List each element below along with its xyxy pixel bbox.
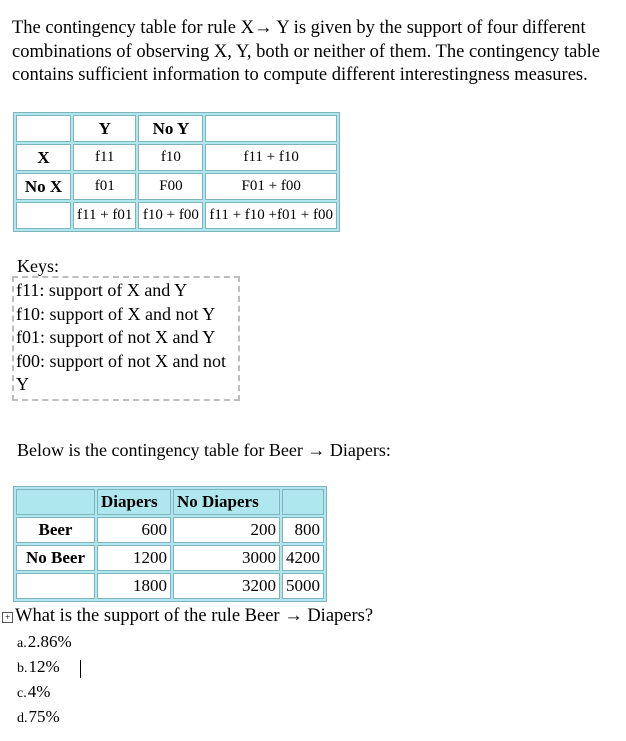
keys-label: Keys: <box>17 256 59 276</box>
key-item: f00: support of not X and not Y <box>16 350 226 394</box>
option-letter: a. <box>17 636 27 651</box>
table-row <box>16 202 337 229</box>
header-cell: Y <box>73 115 136 142</box>
row-label <box>16 202 71 229</box>
intro-paragraph: The contingency table for rule X→ Y is given by the support of four different combinations of observing X, Y, both or neither of them. The contingency table contains sufficient information to compute different interestingness measures. <box>12 18 600 85</box>
row-label: Beer <box>16 517 95 543</box>
beer-diapers-table <box>13 486 327 602</box>
header-cell <box>282 489 324 515</box>
table-row <box>16 144 337 171</box>
table-cell: F01 + f00 <box>205 173 337 200</box>
row-label: No X <box>16 173 71 200</box>
text-cursor <box>80 660 81 678</box>
answer-option[interactable] <box>17 657 60 677</box>
table-cell: f01 <box>73 173 136 200</box>
table-cell: 3000 <box>173 545 280 571</box>
table-row <box>16 517 324 543</box>
table-cell: 600 <box>97 517 171 543</box>
table-cell: f11 <box>73 144 136 171</box>
move-handle-icon[interactable]: + <box>2 612 13 623</box>
table-cell: 1800 <box>97 573 171 599</box>
row-label <box>16 573 95 599</box>
header-cell: No Y <box>138 115 203 142</box>
key-item: f11: support of X and Y <box>16 280 188 300</box>
key-item: f10: support of X and not Y <box>16 303 216 324</box>
table-cell: 3200 <box>173 573 280 599</box>
table-cell: 800 <box>282 517 324 543</box>
header-cell <box>16 489 95 515</box>
table-cell: f10 + f00 <box>138 202 203 229</box>
table-cell: 5000 <box>282 573 324 599</box>
beer-table-intro: Below is the contingency table for Beer → Diapers: <box>17 440 391 460</box>
option-text: 4% <box>27 682 51 701</box>
table-cell: 200 <box>173 517 280 543</box>
header-cell: No Diapers <box>173 489 280 515</box>
table-cell: 4200 <box>282 545 324 571</box>
key-item: f01: support of not X and Y <box>16 327 216 347</box>
table-row <box>16 545 324 571</box>
keys-box <box>12 276 240 401</box>
header-cell: Diapers <box>97 489 171 515</box>
table-cell: f11 + f01 <box>73 202 136 229</box>
option-text: 12% <box>28 657 60 676</box>
header-cell <box>205 115 337 142</box>
table-header-row <box>16 489 324 515</box>
table-header-row <box>16 115 337 142</box>
question-text: What is the support of the rule Beer → Diapers? <box>15 606 374 626</box>
answer-option[interactable] <box>17 682 50 702</box>
answer-option[interactable] <box>17 632 72 652</box>
table-cell: f11 + f10 <box>205 144 337 171</box>
contingency-table <box>13 112 340 232</box>
row-label: No Beer <box>16 545 95 571</box>
option-letter: b. <box>17 661 28 676</box>
table-row <box>16 573 324 599</box>
table-row <box>16 173 337 200</box>
table-cell: F00 <box>138 173 203 200</box>
table-cell: 1200 <box>97 545 171 571</box>
table-cell: f11 + f10 +f01 + f00 <box>205 202 337 229</box>
table-cell: f10 <box>138 144 203 171</box>
header-cell <box>16 115 71 142</box>
answer-option[interactable] <box>17 707 60 727</box>
option-letter: d. <box>17 711 28 726</box>
row-label: X <box>16 144 71 171</box>
option-text: 2.86% <box>27 632 72 651</box>
option-text: 75% <box>28 707 60 726</box>
option-letter: c. <box>17 686 27 701</box>
